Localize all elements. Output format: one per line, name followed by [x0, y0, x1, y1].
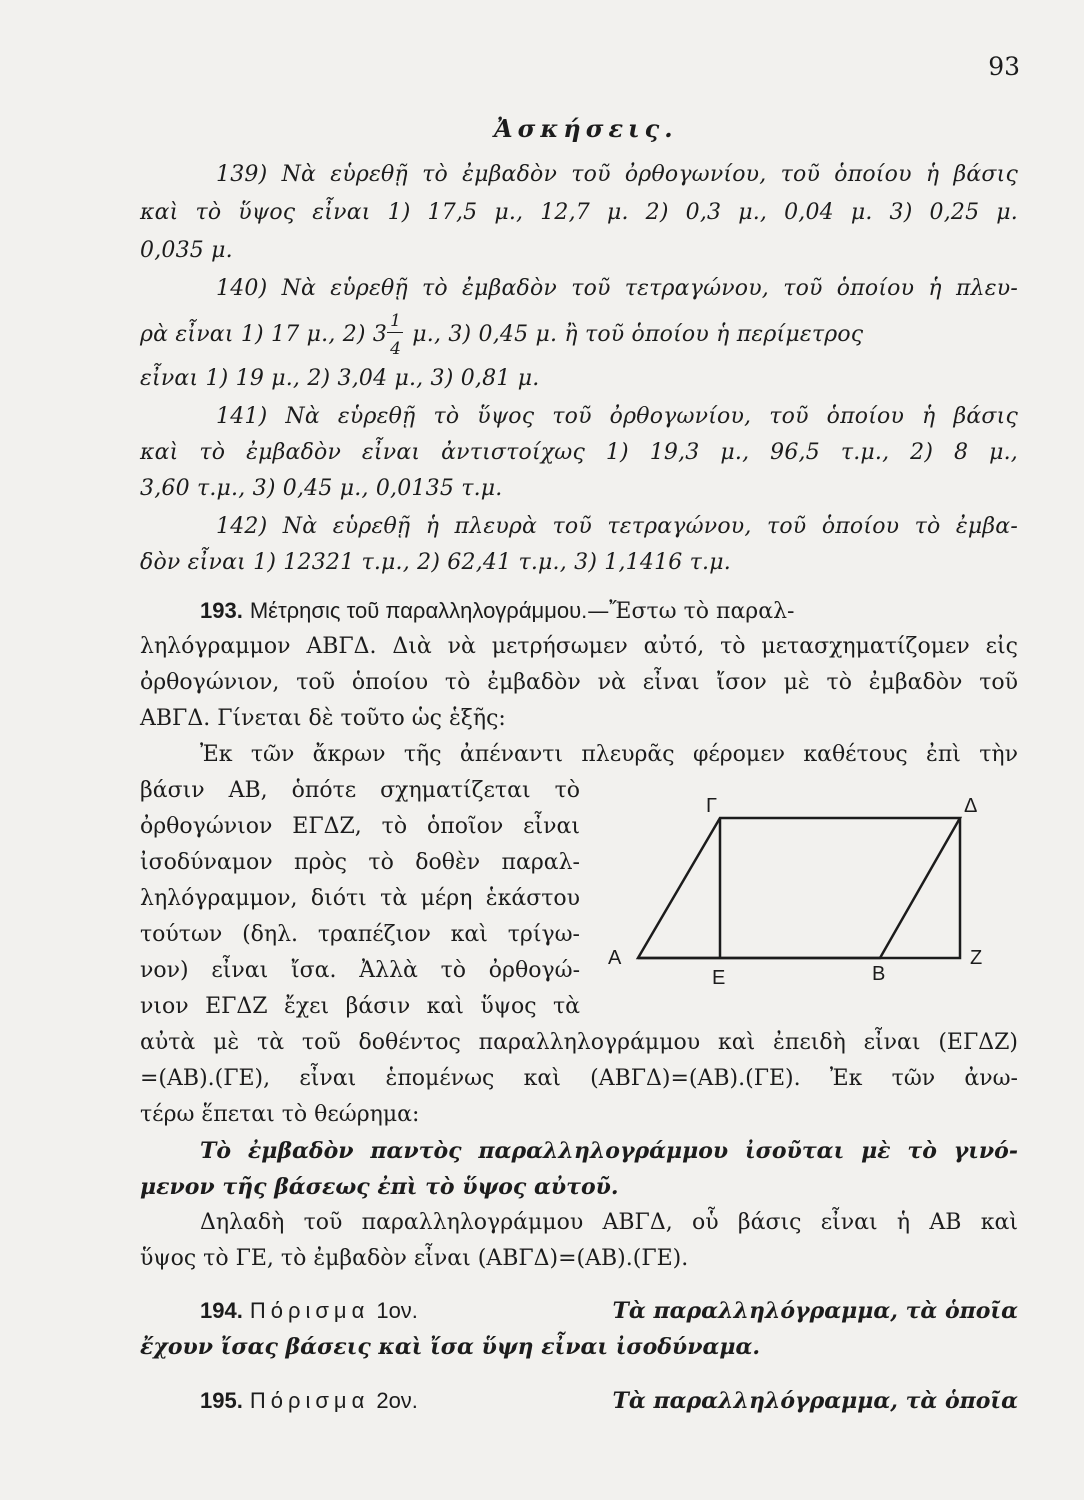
exercise-139-line-3: 0,035 μ. [140, 238, 233, 263]
vertex-label-z: Ζ [970, 947, 983, 969]
section-193-para2-line-1: Ἐκ τῶν ἄκρων τῆς ἀπέναντι πλευρᾶς φέρομεν καθέτους ἐπὶ τὴν [200, 742, 1018, 767]
section-195-line-1 [200, 1386, 1018, 1417]
section-193-line-1-rest: —Ἔστω τὸ παραλ- [587, 599, 795, 624]
section-194-text-line-1: Τὰ παραλληλόγραμμα, τὰ ὁποῖα [612, 1298, 1018, 1324]
exercise-140-line-2 [140, 311, 1018, 359]
section-194-number: 194. [200, 1298, 243, 1323]
section-193-para2-line-9: αὐτὰ μὲ τὰ τοῦ δοθέντος παραλληλογράμμου καὶ ἐπειδὴ εἶναι (ΕΓΔΖ) [140, 1030, 1018, 1055]
section-193-para2-line-4: ἰσοδύναμον πρὸς τὸ δοθὲν παραλ- [140, 850, 580, 875]
section-193-line-1 [200, 596, 1018, 627]
parallelogram-abgd [638, 818, 960, 958]
section-193-line-3: ὀρθογώνιον, τοῦ ὁποίου τὸ ἐμβαδὸν νὰ εἶναι ἴσον μὲ τὸ ἐμβαδὸν τοῦ [140, 670, 1018, 695]
section-195-number: 195. [200, 1388, 243, 1413]
section-193-para2-line-10: =(ΑΒ).(ΓΕ), εἶναι ἑπομένως καὶ (ΑΒΓΔ)=(ΑΒ).(ΓΕ). Ἐκ τῶν ἀνω- [140, 1066, 1018, 1091]
theorem-line-1: Τὸ ἐμβαδὸν παντὸς παραλληλογράμμου ἰσοῦται μὲ τὸ γινό- [200, 1138, 1018, 1164]
section-193-para2-line-6: τούτων (δηλ. τραπέζιον καὶ τρίγω- [140, 922, 580, 947]
section-194-heading [200, 1296, 418, 1327]
section-194-line-1 [200, 1296, 1018, 1327]
section-193-para2-line-8: νιον ΕΓΔΖ ἔχει βάσιν καὶ ὕψος τὰ [140, 994, 580, 1019]
section-193-line-2: ληλόγραμμον ΑΒΓΔ. Διὰ νὰ μετρήσωμεν αὐτό, τὸ μετασχηματίζομεν εἰς [140, 634, 1018, 659]
section-195-ordinal: 2ον. [376, 1388, 418, 1413]
vertex-label-a: Α [608, 947, 622, 969]
exercise-141-line-3: 3,60 τ.μ., 3) 0,45 μ., 0,0135 τ.μ. [140, 476, 503, 501]
page-number: 93 [988, 52, 1020, 81]
exercise-139-line-2: καὶ τὸ ὕψος εἶναι 1) 17,5 μ., 12,7 μ. 2) 0,3 μ., 0,04 μ. 3) 0,25 μ. [140, 200, 1018, 225]
section-195-text-line-1: Τὰ παραλληλόγραμμα, τὰ ὁποῖα [612, 1388, 1018, 1414]
exercise-139-line-1: 139) Νὰ εὑρεθῇ τὸ ἐμβαδὸν τοῦ ὀρθογωνίου, τοῦ ὁποίου ἡ βάσις [216, 162, 1018, 187]
section-195-heading [200, 1386, 418, 1417]
vertex-label-g: Γ [706, 798, 718, 817]
section-193-number: 193. [200, 598, 243, 623]
section-193-para2-line-11: τέρω ἕπεται τὸ θεώρημα: [140, 1102, 420, 1127]
section-194-text-line-2: ἔχουν ἴσας βάσεις καὶ ἴσα ὕψη εἶναι ἰσοδύναμα. [140, 1334, 761, 1360]
fraction-numerator: 1 [390, 311, 402, 331]
section-193-title: Μέτρησις τοῦ παραλληλογράμμου. [249, 598, 588, 623]
vertex-label-b: Β [872, 963, 886, 985]
fraction-denominator: 4 [390, 339, 402, 359]
exercise-141-line-1: 141) Νὰ εὑρεθῇ τὸ ὕψος τοῦ ὀρθογωνίου, τοῦ ὁποίου ἡ βάσις [216, 404, 1018, 429]
exercises-heading: Ἀσκήσεις. [494, 114, 678, 143]
parallelogram-diagram [600, 798, 1000, 998]
section-193-para3-line-1: Δηλαδὴ τοῦ παραλληλογράμμου ΑΒΓΔ, οὗ βάσις εἶναι ἡ ΑΒ καὶ [200, 1210, 1018, 1235]
exercise-140-line-1: 140) Νὰ εὑρεθῇ τὸ ἐμβαδὸν τοῦ τετραγώνου, τοῦ ὁποίου ἡ πλευ- [216, 276, 1018, 301]
section-193-para2-line-2: βάσιν ΑΒ, ὁπότε σχηματίζεται τὸ [140, 778, 580, 803]
section-195-label: Πόρισμα [249, 1388, 370, 1413]
exercise-140-line-2-start: ρὰ εἶναι 1) 17 μ., 2) 3 [140, 322, 388, 347]
exercise-142-line-2: δὸν εἶναι 1) 12321 τ.μ., 2) 62,41 τ.μ., 3) 1,1416 τ.μ. [140, 550, 731, 575]
section-194-ordinal: 1ον. [376, 1298, 418, 1323]
vertex-label-d: Δ [964, 798, 978, 817]
exercise-140-line-2-end: μ., 3) 0,45 μ. ἢ τοῦ ὁποίου ἡ περίμετρος [412, 322, 864, 347]
section-194-label: Πόρισμα [249, 1298, 370, 1323]
fraction-one-quarter [387, 311, 405, 359]
exercise-140-line-3: εἶναι 1) 19 μ., 2) 3,04 μ., 3) 0,81 μ. [140, 366, 540, 391]
exercise-141-line-2: καὶ τὸ ἐμβαδὸν εἶναι ἀντιστοίχως 1) 19,3 μ., 96,5 τ.μ., 2) 8 μ., [140, 440, 1018, 465]
vertex-label-e: Ε [712, 967, 726, 989]
fraction-bar [387, 332, 403, 333]
section-193-para3-line-2: ὕψος τὸ ΓΕ, τὸ ἐμβαδὸν εἶναι (ΑΒΓΔ)=(ΑΒ).(ΓΕ). [140, 1246, 689, 1271]
section-193-line-4: ΑΒΓΔ. Γίνεται δὲ τοῦτο ὡς ἑξῆς: [140, 706, 506, 731]
section-193-para2-line-5: ληλόγραμμον, διότι τὰ μέρη ἑκάστου [140, 886, 580, 911]
section-193-para2-line-3: ὀρθογώνιον ΕΓΔΖ, τὸ ὁποῖον εἶναι [140, 814, 580, 839]
section-193-para2-line-7: νον) εἶναι ἴσα. Ἀλλὰ τὸ ὀρθογώ- [140, 958, 580, 983]
theorem-line-2: μενον τῆς βάσεως ἐπὶ τὸ ὕψος αὐτοῦ. [140, 1174, 619, 1200]
exercise-142-line-1: 142) Νὰ εὑρεθῇ ἡ πλευρὰ τοῦ τετραγώνου, τοῦ ὁποίου τὸ ἐμβα- [216, 514, 1018, 539]
